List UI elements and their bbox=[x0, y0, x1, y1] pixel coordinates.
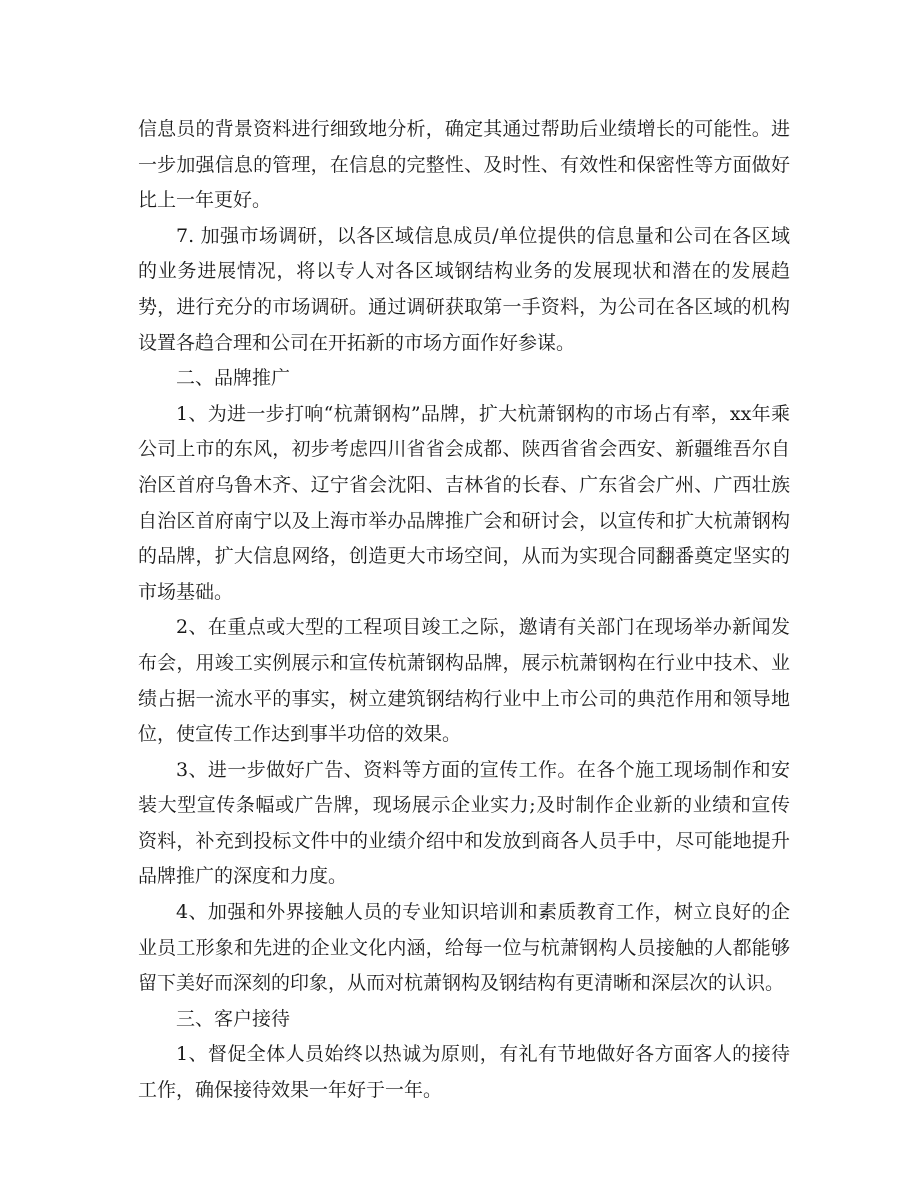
section-heading-brand-promotion: 二、品牌推广 bbox=[176, 367, 291, 390]
paragraph-reception-item-1: 1、督促全体人员始终以热诚为原则，有礼有节地做好各方面客人的接待工作，确保接待效果一年好于一年。 bbox=[138, 1043, 790, 1102]
document-page bbox=[138, 112, 790, 1109]
paragraph-continued: 信息员的背景资料进行细致地分析，确定其通过帮助后业绩增长的可能性。进一步加强信息的管理，在信息的完整性、及时性、有效性和保密性等方面做好比上一年更好。 bbox=[138, 118, 790, 212]
paragraph-brand-item-2: 2、在重点或大型的工程项目竣工之际，邀请有关部门在现场举办新闻发布会，用竣工实例展示和宣传杭萧钢构品牌，展示杭萧钢构在行业中技术、业绩占据一流水平的事实，树立建筑钢结构行业中上市公司的典范作用和领导地位，使宣传工作达到事半功倍的效果。 bbox=[138, 616, 790, 746]
paragraph-brand-item-4: 4、加强和外界接触人员的专业知识培训和素质教育工作，树立良好的企业员工形象和先进的企业文化内涵，给每一位与杭萧钢构人员接触的人都能够留下美好而深刻的印象，从而对杭萧钢构及钢结构有更清晰和深层次的认识。 bbox=[138, 901, 790, 995]
paragraph-brand-item-1: 1、为进一步打响“杭萧钢构”品牌，扩大杭萧钢构的市场占有率，xx年乘公司上市的东风，初步考虑四川省省会成都、陕西省省会西安、新疆维吾尔自治区首府乌鲁木齐、辽宁省会沈阳、吉林省的长春、广东省会广州、广西壮族自治区首府南宁以及上海市举办品牌推广会和研讨会，以宣传和扩大杭萧钢构的品牌，扩大信息网络，创造更大市场空间，从而为实现合同翻番奠定坚实的市场基础。 bbox=[138, 402, 790, 603]
paragraph-item-7-market-research: 7. 加强市场调研，以各区域信息成员/单位提供的信息量和公司在各区域的业务进展情况，将以专人对各区域钢结构业务的发展现状和潜在的发展趋势，进行充分的市场调研。通过调研获取第一手资料，为公司在各区域的机构设置各趋合理和公司在开拓新的市场方面作好参谋。 bbox=[138, 224, 790, 354]
section-heading-customer-reception: 三、客户接待 bbox=[176, 1007, 291, 1030]
paragraph-brand-item-3: 3、进一步做好广告、资料等方面的宣传工作。在各个施工现场制作和安装大型宣传条幅或广告牌，现场展示企业实力;及时制作企业新的业绩和宣传资料，补充到投标文件中的业绩介绍中和发放到商各人员手中，尽可能地提升品牌推广的深度和力度。 bbox=[138, 758, 790, 888]
